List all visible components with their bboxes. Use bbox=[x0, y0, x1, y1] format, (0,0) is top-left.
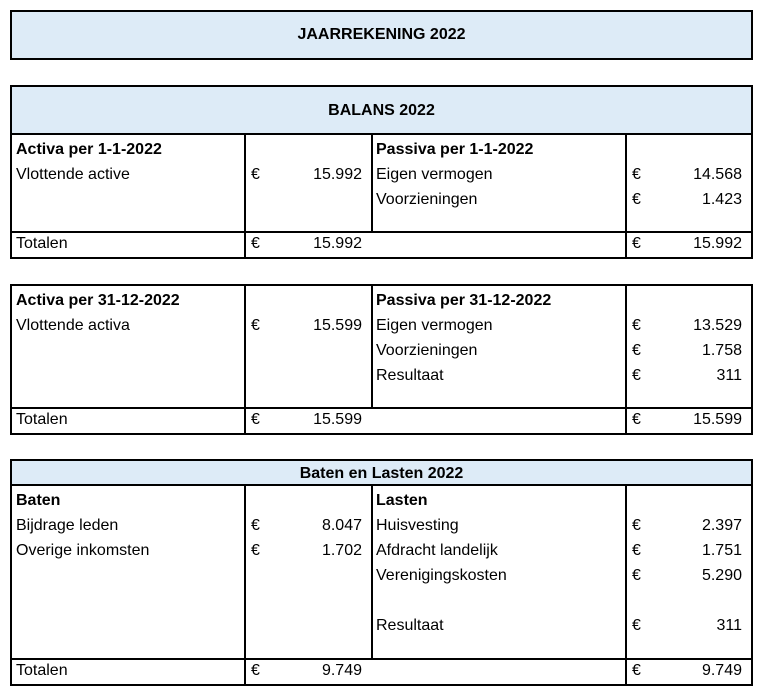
right-row-label: Resultaat bbox=[376, 367, 444, 384]
balance-table-start bbox=[10, 133, 753, 259]
right-euro-sign: € bbox=[632, 567, 641, 584]
report-title: JAARREKENING 2022 bbox=[297, 26, 466, 43]
left-euro-sign: € bbox=[251, 166, 260, 183]
right-row-label: Afdracht landelijk bbox=[376, 542, 498, 559]
left-row-label: Vlottende active bbox=[16, 166, 130, 183]
right-row-label: Eigen vermogen bbox=[376, 166, 493, 183]
left-header: Baten bbox=[16, 492, 61, 509]
total-left-amount: 15.599 bbox=[313, 411, 362, 428]
left-header: Activa per 1-1-2022 bbox=[16, 141, 162, 158]
total-right-euro: € bbox=[632, 235, 641, 252]
right-amount: 13.529 bbox=[693, 317, 742, 334]
column-divider bbox=[371, 486, 373, 658]
left-amount: 15.599 bbox=[313, 317, 362, 334]
total-right-amount: 15.992 bbox=[693, 235, 742, 252]
right-euro-sign: € bbox=[632, 317, 641, 334]
total-left-amount: 15.992 bbox=[313, 235, 362, 252]
total-label: Totalen bbox=[16, 235, 68, 252]
right-euro-sign: € bbox=[632, 166, 641, 183]
right-amount: 1.758 bbox=[701, 342, 742, 359]
right-amount: 1.423 bbox=[701, 191, 742, 208]
total-left-euro: € bbox=[251, 411, 260, 428]
balans-title: BALANS 2022 bbox=[328, 102, 435, 119]
right-header: Passiva per 1-1-2022 bbox=[376, 141, 534, 158]
right-amount: 1.751 bbox=[701, 542, 742, 559]
right-amount: 311 bbox=[716, 367, 742, 384]
right-amount: 311 bbox=[716, 617, 742, 634]
column-divider bbox=[371, 135, 373, 231]
right-header: Passiva per 31-12-2022 bbox=[376, 292, 552, 309]
column-divider bbox=[371, 286, 373, 407]
income-expense-table bbox=[10, 484, 753, 686]
right-amount: 5.290 bbox=[701, 567, 742, 584]
left-euro-sign: € bbox=[251, 317, 260, 334]
baten-lasten-title-box bbox=[10, 459, 753, 486]
baten-lasten-title: Baten en Lasten 2022 bbox=[299, 464, 464, 482]
total-right-amount: 15.599 bbox=[693, 411, 742, 428]
total-right-euro: € bbox=[632, 411, 641, 428]
balans-title-box bbox=[10, 85, 753, 135]
total-left-amount: 9.749 bbox=[321, 662, 362, 679]
right-euro-sign: € bbox=[632, 367, 641, 384]
left-amount: 8.047 bbox=[321, 517, 362, 534]
right-euro-sign: € bbox=[632, 191, 641, 208]
right-header: Lasten bbox=[376, 492, 428, 509]
right-amount: 2.397 bbox=[701, 517, 742, 534]
total-left-euro: € bbox=[251, 662, 260, 679]
report-title-box bbox=[10, 10, 753, 60]
right-euro-sign: € bbox=[632, 342, 641, 359]
left-row-label: Bijdrage leden bbox=[16, 517, 119, 534]
total-right-euro: € bbox=[632, 662, 641, 679]
right-row-label: Voorzieningen bbox=[376, 342, 478, 359]
total-left-euro: € bbox=[251, 235, 260, 252]
left-euro-sign: € bbox=[251, 542, 260, 559]
right-euro-sign: € bbox=[632, 617, 641, 634]
left-header: Activa per 31-12-2022 bbox=[16, 292, 180, 309]
balance-table-end bbox=[10, 284, 753, 435]
left-euro-sign: € bbox=[251, 517, 260, 534]
right-row-label: Huisvesting bbox=[376, 517, 459, 534]
right-row-label: Verenigingskosten bbox=[376, 567, 507, 584]
left-amount: 1.702 bbox=[321, 542, 362, 559]
total-right-amount: 9.749 bbox=[701, 662, 742, 679]
left-amount: 15.992 bbox=[313, 166, 362, 183]
right-row-label: Resultaat bbox=[376, 617, 444, 634]
total-label: Totalen bbox=[16, 662, 68, 679]
left-row-label: Overige inkomsten bbox=[16, 542, 150, 559]
right-row-label: Voorzieningen bbox=[376, 191, 478, 208]
total-label: Totalen bbox=[16, 411, 68, 428]
left-row-label: Vlottende activa bbox=[16, 317, 130, 334]
right-euro-sign: € bbox=[632, 517, 641, 534]
right-euro-sign: € bbox=[632, 542, 641, 559]
right-amount: 14.568 bbox=[693, 166, 742, 183]
right-row-label: Eigen vermogen bbox=[376, 317, 493, 334]
